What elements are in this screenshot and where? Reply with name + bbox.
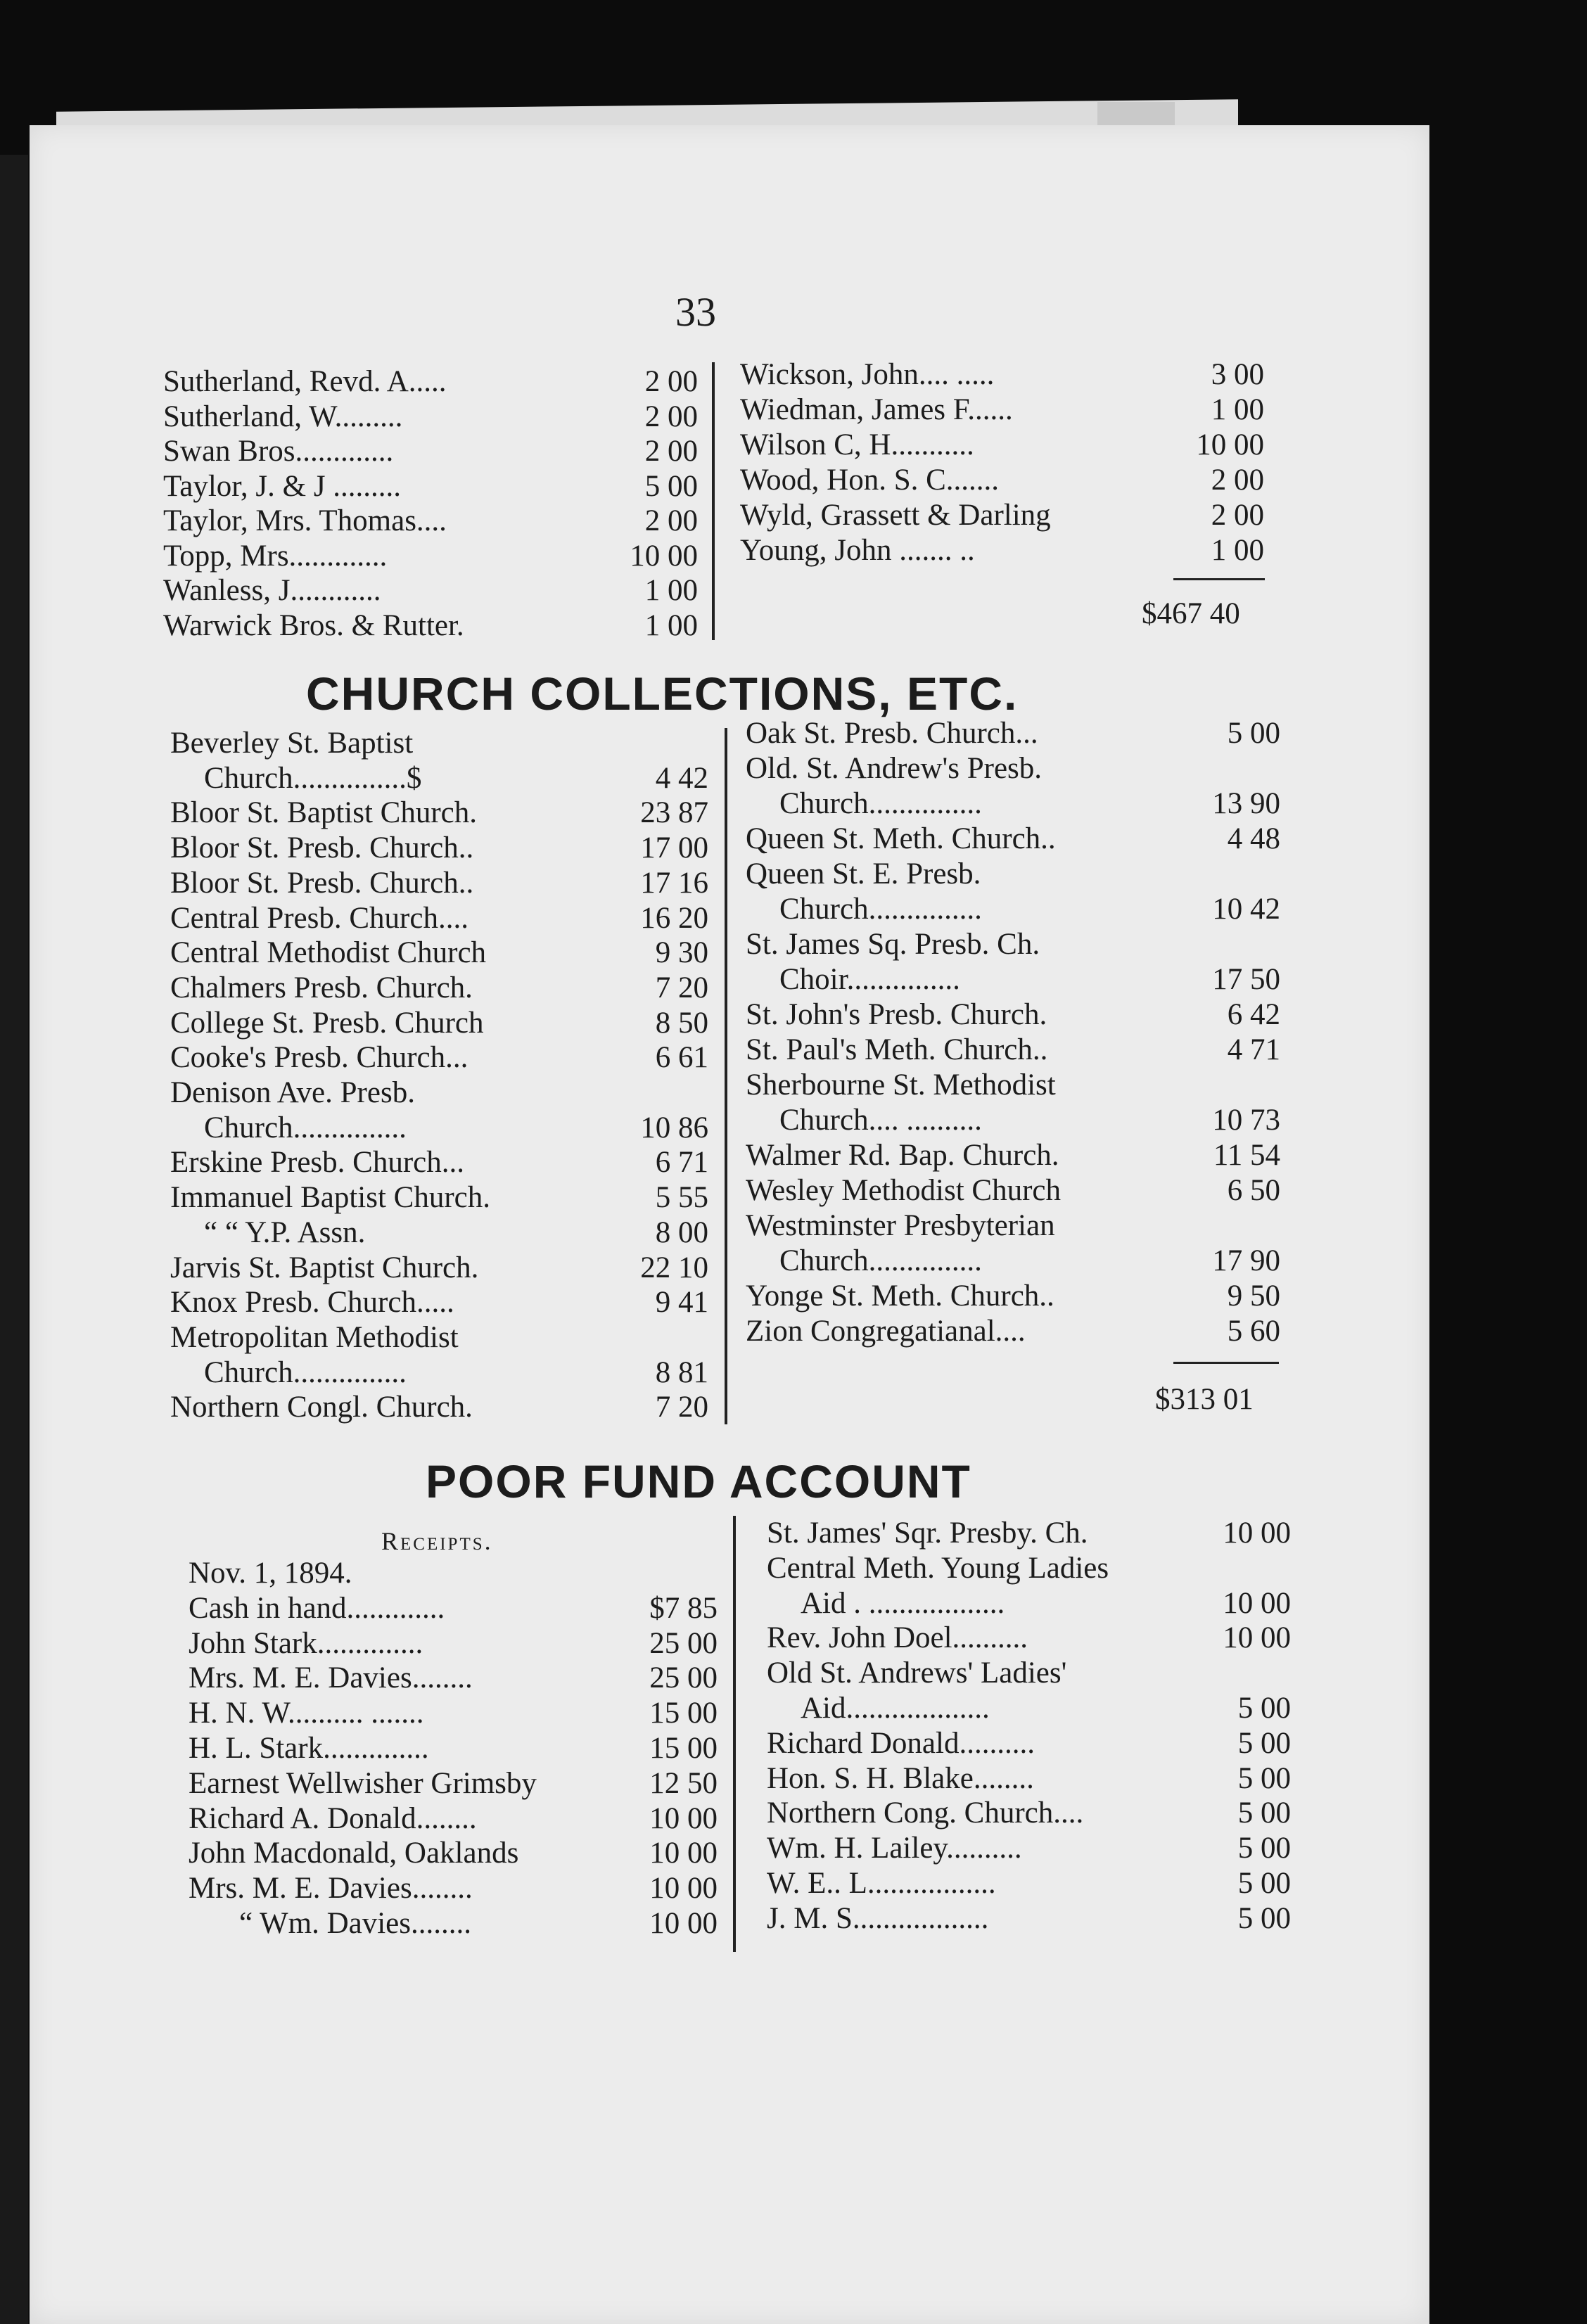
- church-divider: [725, 728, 727, 1424]
- entry-name: Denison Ave. Presb.: [170, 1076, 415, 1109]
- entry-name: Old. St. Andrew's Presb.: [746, 752, 1043, 785]
- entry-name: Central Presb. Church....: [170, 901, 469, 935]
- receipts-subheading: Receipts.: [381, 1527, 493, 1555]
- entry-name: Church.... ..........: [779, 1104, 982, 1137]
- entry-name: Beverley St. Baptist: [170, 727, 414, 760]
- entry-name: Jarvis St. Baptist Church.: [170, 1251, 479, 1284]
- entry-amount: 6 42: [1227, 998, 1280, 1031]
- entry-amount: 10 42: [1212, 893, 1280, 926]
- entry-amount: 13 90: [1212, 787, 1280, 820]
- entry-name: “ “ Y.P. Assn.: [204, 1215, 366, 1249]
- entry-name: Taylor, J. & J .........: [163, 469, 402, 503]
- entry-amount: 10 00: [1223, 1517, 1291, 1550]
- entry-amount: 10 00: [649, 1907, 718, 1940]
- entry-amount: 5 60: [1227, 1315, 1280, 1348]
- entry-amount: 7 20: [655, 971, 708, 1004]
- entry-amount: 7 20: [655, 1391, 708, 1424]
- entry-amount: 9 41: [655, 1286, 708, 1320]
- entry-name: Sutherland, Revd. A.....: [163, 365, 447, 398]
- entry-name: H. N. W.......... .......: [189, 1697, 424, 1730]
- entry-name: Church...............$: [204, 761, 422, 795]
- entry-name: St. James' Sqr. Presby. Ch.: [767, 1517, 1088, 1550]
- entry-amount: 9 30: [655, 936, 708, 970]
- entry-amount: 5 00: [644, 469, 698, 503]
- entry-name: Queen St. Meth. Church..: [746, 822, 1056, 855]
- entry-name: Northern Cong. Church....: [767, 1796, 1084, 1830]
- entry-name: Wilson C, H...........: [740, 428, 974, 461]
- entry-amount: 4 71: [1227, 1033, 1280, 1066]
- entry-name: Young, John ....... ..: [740, 534, 975, 567]
- entry-name: Erskine Presb. Church...: [170, 1146, 464, 1180]
- entry-amount: 10 00: [649, 1837, 718, 1870]
- page-number: 33: [675, 289, 716, 335]
- entry-name: Swan Bros.............: [163, 435, 394, 468]
- entry-name: Chalmers Presb. Church.: [170, 971, 473, 1004]
- entry-name: W. E.. L.................: [767, 1867, 996, 1900]
- entry-amount: 17 16: [640, 866, 708, 900]
- entry-amount: 6 61: [655, 1041, 708, 1075]
- entry-name: Wyld, Grassett & Darling: [740, 499, 1051, 532]
- entry-amount: 17 90: [1212, 1244, 1280, 1277]
- entry-name: Bloor St. Presb. Church..: [170, 831, 474, 865]
- entry-name: Yonge St. Meth. Church..: [746, 1279, 1054, 1313]
- entry-amount: 22 10: [640, 1251, 708, 1284]
- entry-name: Topp, Mrs.............: [163, 539, 388, 573]
- entry-name: Aid . ..................: [801, 1586, 1005, 1620]
- church-total-rule: [1173, 1362, 1279, 1364]
- entry-amount: 5 00: [1237, 1832, 1291, 1865]
- entry-name: Mrs. M. E. Davies........: [189, 1661, 473, 1695]
- entry-amount: 5 00: [1237, 1692, 1291, 1725]
- entry-name: Nov. 1, 1894.: [189, 1557, 352, 1590]
- entry-name: Wood, Hon. S. C.......: [740, 464, 1000, 497]
- entry-amount: 10 00: [1196, 428, 1264, 461]
- entry-name: Bloor St. Baptist Church.: [170, 796, 477, 830]
- entry-name: Taylor, Mrs. Thomas....: [163, 504, 447, 537]
- book-spine: [0, 155, 28, 2324]
- entry-name: John Stark..............: [189, 1626, 423, 1660]
- entry-name: H. L. Stark..............: [189, 1732, 429, 1765]
- entry-amount: 6 71: [655, 1146, 708, 1180]
- top-total-rule: [1173, 578, 1265, 580]
- entry-name: College St. Presb. Church: [170, 1006, 484, 1040]
- entry-amount: 5 00: [1227, 717, 1280, 750]
- entry-name: Central Methodist Church: [170, 936, 487, 970]
- entry-name: “ Wm. Davies........: [239, 1907, 471, 1940]
- poor-fund-heading: POOR FUND ACCOUNT: [426, 1455, 971, 1507]
- entry-amount: 10 00: [1223, 1621, 1291, 1655]
- entry-amount: 10 86: [640, 1111, 708, 1144]
- entry-name: Church...............: [779, 787, 982, 820]
- church-total: $313 01: [1155, 1383, 1254, 1416]
- entry-name: Queen St. E. Presb.: [746, 857, 981, 890]
- entry-amount: 15 00: [649, 1697, 718, 1730]
- entry-amount: 5 00: [1237, 1867, 1291, 1900]
- entry-name: Warwick Bros. & Rutter.: [163, 608, 464, 642]
- entry-name: Walmer Rd. Bap. Church.: [746, 1139, 1059, 1172]
- entry-amount: 16 20: [640, 901, 708, 935]
- entry-amount: 5 00: [1237, 1726, 1291, 1760]
- entry-amount: 2 00: [1211, 464, 1264, 497]
- entry-name: Wiedman, James F......: [740, 393, 1013, 426]
- entry-amount: 5 00: [1237, 1901, 1291, 1935]
- entry-name: Metropolitan Methodist: [170, 1320, 459, 1354]
- entry-name: Mrs. M. E. Davies........: [189, 1872, 473, 1905]
- entry-name: Wesley Methodist Church: [746, 1174, 1061, 1207]
- entry-amount: 10 00: [630, 539, 698, 573]
- entry-name: Cash in hand.............: [189, 1591, 445, 1625]
- entry-name: Hon. S. H. Blake........: [767, 1761, 1034, 1795]
- entry-amount: 5 00: [1237, 1796, 1291, 1830]
- entry-amount: 8 50: [655, 1006, 708, 1040]
- entry-name: Richard A. Donald........: [189, 1801, 477, 1835]
- entry-amount: 1 00: [1211, 534, 1264, 567]
- entry-amount: 1 00: [644, 608, 698, 642]
- top-total: $467 40: [1142, 597, 1240, 630]
- entry-amount: 8 00: [655, 1215, 708, 1249]
- entry-name: Choir...............: [779, 963, 960, 996]
- entry-name: Cooke's Presb. Church...: [170, 1041, 469, 1075]
- entry-name: Sutherland, W.........: [163, 400, 403, 433]
- entry-name: John Macdonald, Oaklands: [189, 1837, 519, 1870]
- entry-amount: 25 00: [649, 1626, 718, 1660]
- entry-amount: 6 50: [1227, 1174, 1280, 1207]
- entry-name: Wanless, J............: [163, 574, 381, 607]
- entry-amount: 10 73: [1212, 1104, 1280, 1137]
- entry-amount: 10 00: [649, 1872, 718, 1905]
- entry-name: St. Paul's Meth. Church..: [746, 1033, 1048, 1066]
- entry-name: St. John's Presb. Church.: [746, 998, 1047, 1031]
- entry-name: Church...............: [204, 1111, 407, 1144]
- entry-amount: 3 00: [1211, 358, 1264, 391]
- entry-name: St. James Sq. Presb. Ch.: [746, 928, 1040, 961]
- entry-name: Church...............: [779, 1244, 982, 1277]
- entry-amount: $7 85: [649, 1591, 718, 1625]
- entry-name: Westminster Presbyterian: [746, 1209, 1055, 1242]
- entry-amount: 2 00: [644, 435, 698, 468]
- entry-amount: 4 48: [1227, 822, 1280, 855]
- entry-name: Earnest Wellwisher Grimsby: [189, 1766, 537, 1800]
- entry-amount: 2 00: [644, 365, 698, 398]
- entry-amount: 1 00: [644, 574, 698, 607]
- entry-amount: 5 00: [1237, 1761, 1291, 1795]
- entry-amount: 5 55: [655, 1181, 708, 1215]
- entry-name: Church...............: [204, 1355, 407, 1389]
- church-collections-heading: CHURCH COLLECTIONS, ETC.: [306, 668, 1019, 720]
- entry-name: Old St. Andrews' Ladies': [767, 1656, 1067, 1690]
- entry-name: Zion Congregatianal....: [746, 1315, 1026, 1348]
- entry-amount: 10 00: [1223, 1586, 1291, 1620]
- entry-amount: 4 42: [655, 761, 708, 795]
- entry-name: Knox Presb. Church.....: [170, 1286, 454, 1320]
- entry-name: Aid...................: [801, 1692, 990, 1725]
- entry-name: Oak St. Presb. Church...: [746, 717, 1038, 750]
- entry-amount: 15 00: [649, 1732, 718, 1765]
- entry-name: Rev. John Doel..........: [767, 1621, 1028, 1655]
- entry-name: Bloor St. Presb. Church..: [170, 866, 474, 900]
- entry-amount: 1 00: [1211, 393, 1264, 426]
- entry-name: Richard Donald..........: [767, 1726, 1035, 1760]
- entry-amount: 12 50: [649, 1766, 718, 1800]
- entry-amount: 8 81: [655, 1355, 708, 1389]
- entry-name: Central Meth. Young Ladies: [767, 1551, 1109, 1585]
- entry-name: Immanuel Baptist Church.: [170, 1181, 491, 1215]
- entry-amount: 2 00: [1211, 499, 1264, 532]
- top-divider: [712, 362, 715, 640]
- entry-amount: 11 54: [1213, 1139, 1280, 1172]
- entry-name: Church...............: [779, 893, 982, 926]
- entry-amount: 17 50: [1212, 963, 1280, 996]
- entry-name: Wickson, John.... .....: [740, 358, 995, 391]
- entry-name: Sherbourne St. Methodist: [746, 1068, 1056, 1102]
- entry-amount: 25 00: [649, 1661, 718, 1695]
- entry-amount: 2 00: [644, 504, 698, 537]
- entry-amount: 17 00: [640, 831, 708, 865]
- entry-amount: 2 00: [644, 400, 698, 433]
- poor-fund-divider: [733, 1516, 736, 1952]
- entry-amount: 23 87: [640, 796, 708, 830]
- entry-amount: 10 00: [649, 1801, 718, 1835]
- entry-name: Northern Congl. Church.: [170, 1391, 473, 1424]
- entry-amount: 9 50: [1227, 1279, 1280, 1313]
- entry-name: Wm. H. Lailey..........: [767, 1832, 1022, 1865]
- entry-name: J. M. S..................: [767, 1901, 989, 1935]
